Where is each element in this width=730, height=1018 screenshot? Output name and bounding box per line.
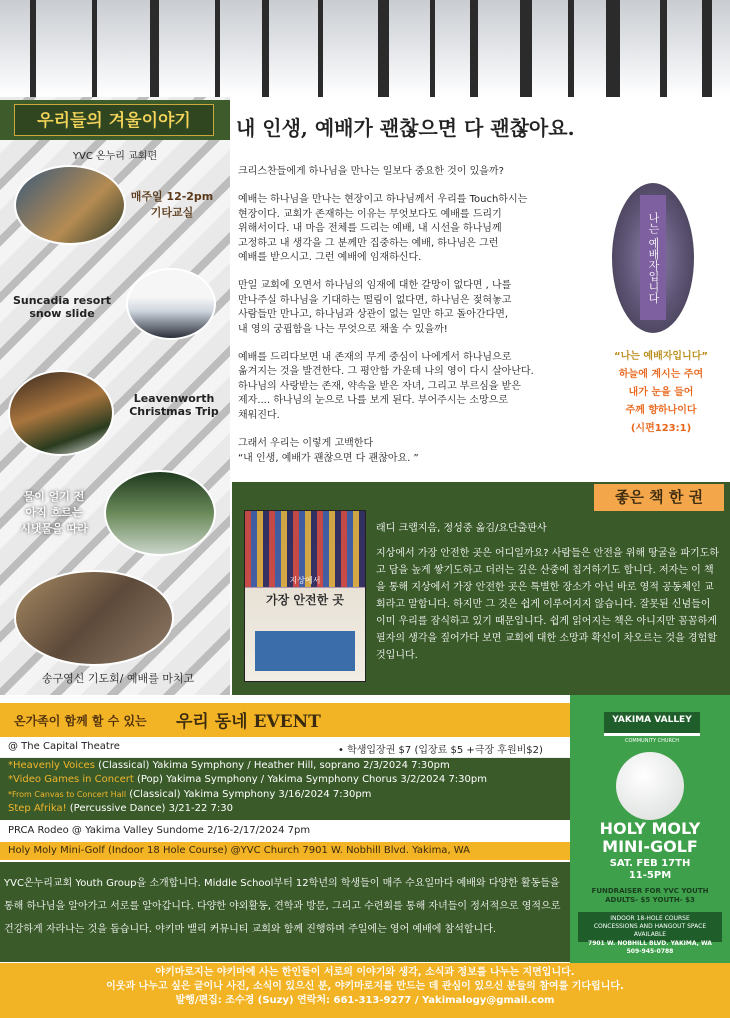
worship-group-photo	[14, 570, 174, 666]
minigolf-indoor-note: INDOOR 18-HOLE COURSE CONCESSIONS AND HANGOUT SPACE AVAILABLE	[578, 912, 722, 942]
stream-photo	[104, 470, 216, 556]
article-paragraph: 예배는 하나님을 만나는 현장이고 하나님께서 우리를 Touch하시는 현장이다. 교회가 존재하는 이유는 무엇보다도 예배를 드리기 위해서이다. 내 마음 전체를 드리는 예배, 내 시선을 하나님께 고정하고 내 생각을 그 분께만 집중하는 예배, 하나님은 그런 예배를 받으시고. 그런 예배에 임재하신다.	[238, 194, 528, 264]
concert-item	[8, 760, 450, 771]
book-description: 지상에서 가장 안전한 곳은 어디일까요? 사람들은 안전을 위해 땅굴을 파기도하고 담을 높게 쌓기도하고 더러는 깊은 산중에 칩거하기도 합니다. 저자는 이 책을 통해 지상에서 가장 안전한 곳은 특별한 장소가 아닌 바로 영적 공동체인 교회라고 말합니다. 하지만 그 것은 쉽게 이루어지지 않습니다. 잘못된 신념들이 이미 우리를 잠식하고 있기 때문입니다. 쉽게 읽어지는 책은 아니지만 꼼꼼하게 필자의 생각을 짚어가다 보면 교회에 대한 소망과 확신이 차오르는 것을 경험할 것입니다.	[376, 548, 720, 661]
theatre-student-fee: • 학생입장권 $7 (입장료 $5 +극장 후원비$2)	[338, 745, 543, 756]
rodeo-event: PRCA Rodeo @ Yakima Valley Sundome 2/16-2/17/2024 7pm	[8, 825, 311, 836]
article-paragraph: 그래서 우리는 이렇게 고백한다 “내 인생, 예배가 괜찮으면 다 괜찮아요. ”	[238, 438, 419, 464]
leavenworth-photo	[8, 370, 114, 456]
church-logo-name: YAKIMA VALLEY	[612, 715, 692, 725]
leavenworth-label: Leavenworth Christmas Trip	[129, 392, 219, 418]
book-section-title: 좋은 책 한 권	[594, 484, 724, 511]
footer-line: 야키마로지는 야키마에 사는 한인들이 서로의 이야기와 생각, 소식과 정보를 나누는 지면입니다.	[155, 967, 575, 978]
winter-stories-title: 우리들의 겨울이야기	[14, 104, 214, 136]
verse-line: 내가 눈을 들어	[628, 387, 694, 398]
minigolf-address	[578, 940, 722, 956]
book-cover-image	[244, 510, 366, 682]
church-label: YVC 온누리 교회편	[72, 151, 158, 162]
article-paragraph: 예배를 드리다보면 내 존재의 무게 중심이 나에게서 하나님으로 옮겨지는 것을 발견한다. 그 평안함 가운데 나의 영이 다시 살아난다. 하나님의 사랑받는 존재, 약속을 받은 자녀, 그리고 부르심을 받은 제자.... 하나님의 눈으로 나를 보게 된다. 부어주시는 소망으로 채워진다.	[238, 352, 534, 421]
verse-line: 하늘에 계시는 주여	[618, 369, 704, 380]
event-subtitle: 온가족이 함께 할 수 있는	[14, 714, 147, 728]
footer-text	[0, 966, 730, 1008]
concert-detail: (Percussive Dance) 3/21-22 7:30	[66, 803, 233, 814]
guitar-class-label: 매주일 12-2pm 기타교실	[130, 190, 214, 219]
header-photo-snow-forest	[0, 0, 730, 97]
concert-item	[8, 803, 233, 814]
theatre-venue: @ The Capital Theatre	[8, 741, 120, 752]
article-body	[238, 165, 610, 480]
book-author-publisher: 래디 크랩지음, 정성중 옮김/요단출판사	[376, 523, 547, 534]
worship-group-label: 송구영신 기도회/ 예배를 마치고	[41, 672, 195, 685]
concert-detail: (Pop) Yakima Symphony / Yakima Symphony Chorus 3/2/2024 7:30pm	[133, 774, 487, 785]
verse-title: “나는 예배자입니다”	[614, 351, 708, 362]
concert-detail: (Classical) Yakima Symphony 3/16/2024 7:30pm	[126, 789, 372, 800]
minigolf-headline	[574, 820, 726, 856]
worship-banner-text: 나는 예배자입니다	[640, 195, 666, 320]
snow-slide-photo	[126, 268, 216, 340]
minigolf-time: 11-5PM	[628, 870, 672, 881]
concert-title: *Heavenly Voices	[8, 760, 95, 771]
minigolf-headline-line: HOLY MOLY	[599, 819, 701, 838]
snow-slide-label: Suncadia resort snow slide	[12, 294, 112, 320]
verse-block	[598, 348, 724, 438]
church-logo-sub: COMMUNITY CHURCH	[624, 738, 679, 744]
stream-label: 물이 얼기 전 아직 흐르는 시냇물을 따라	[20, 490, 88, 535]
minigolf-date: SAT. FEB 17TH	[609, 858, 691, 869]
church-logo	[604, 712, 700, 736]
footer-line: 이웃과 나누고 싶은 글이나 사진, 소식이 있으신 분, 야키마로지를 만드는 데 관심이 있으신 분들의 참여를 기다립니다.	[106, 981, 624, 992]
minigolf-headline-line: MINI-GOLF	[602, 837, 698, 856]
guitar-class-photo	[14, 165, 126, 245]
book-cover-title: 가장 안전한 곳	[266, 593, 344, 607]
minigolf-address-line: 7901 W. NOBHILL BLVD. YAKIMA, WA	[588, 940, 712, 947]
concert-title: *Video Games in Concert	[8, 774, 134, 785]
article-paragraph: 만일 교회에 오면서 하나님의 임재에 대한 갈망이 없다면 , 나를 만나주실 하나님을 기대하는 떨림이 없다면, 하나님은 젖혀놓고 사람들만 만나고, 하나님과 상관이 없는 일만 하고 돌아간다면, 내 영의 궁핍함을 나는 무엇으로 채울 수 있을까!	[238, 280, 512, 335]
golf-ball-icon	[616, 752, 684, 820]
event-title: 우리 동네 EVENT	[176, 712, 321, 732]
article-paragraph: 크리스찬들에게 하나님을 만나는 일보다 중요한 것이 있을까?	[238, 166, 504, 177]
concert-detail: (Classical) Yakima Symphony / Heather Hill, soprano 2/3/2024 7:30pm	[94, 760, 450, 771]
concert-title: *From Canvas to Concert Hall	[8, 790, 127, 799]
minigolf-fundraiser	[578, 887, 722, 905]
minigolf-fundraiser-line: FUNDRAISER FOR YVC YOUTH	[591, 887, 709, 895]
footer-contact: 발행/편집: 조수경 (Suzy) 연락처: 661-313-9277 / Yakimalogy@gmail.com	[175, 995, 555, 1006]
minigolf-price: ADULTS- $5 YOUTH- $3	[605, 896, 695, 904]
concert-title: Step Afrika!	[8, 803, 67, 814]
concert-item	[8, 789, 371, 800]
minigolf-event: Holy Moly Mini-Golf (Indoor 18 Hole Course) @YVC Church 7901 W. Nobhill Blvd. Yakima, WA	[8, 845, 470, 856]
verse-line: 주께 향하나이다	[625, 405, 697, 416]
concert-item	[8, 774, 487, 785]
book-cover-subtitle: 지상에서	[289, 576, 321, 585]
verse-reference: (시편123:1)	[630, 423, 692, 434]
article-title: 내 인생, 예배가 괜찮으면 다 괜찮아요.	[236, 116, 575, 140]
minigolf-phone: 509-945-0788	[626, 948, 674, 955]
youth-group-text: YVC온누리교회 Youth Group을 소개합니다. Middle School부터 12학년의 학생들이 매주 수요일마다 예배와 다양한 활동들을 통해 하나님을 알아가고 서로를 알아갑니다. 다양한 야외활동, 견학과 방문, 그리고 수련회를 통해 자녀들이 정서적으로 영적으로 건강하게 자라나는 것을 돕습니다. 야키마 밸리 커뮤니티 교회와 함께 진행하며 주일에는 영어 예배에 참석합니다.	[4, 878, 561, 935]
